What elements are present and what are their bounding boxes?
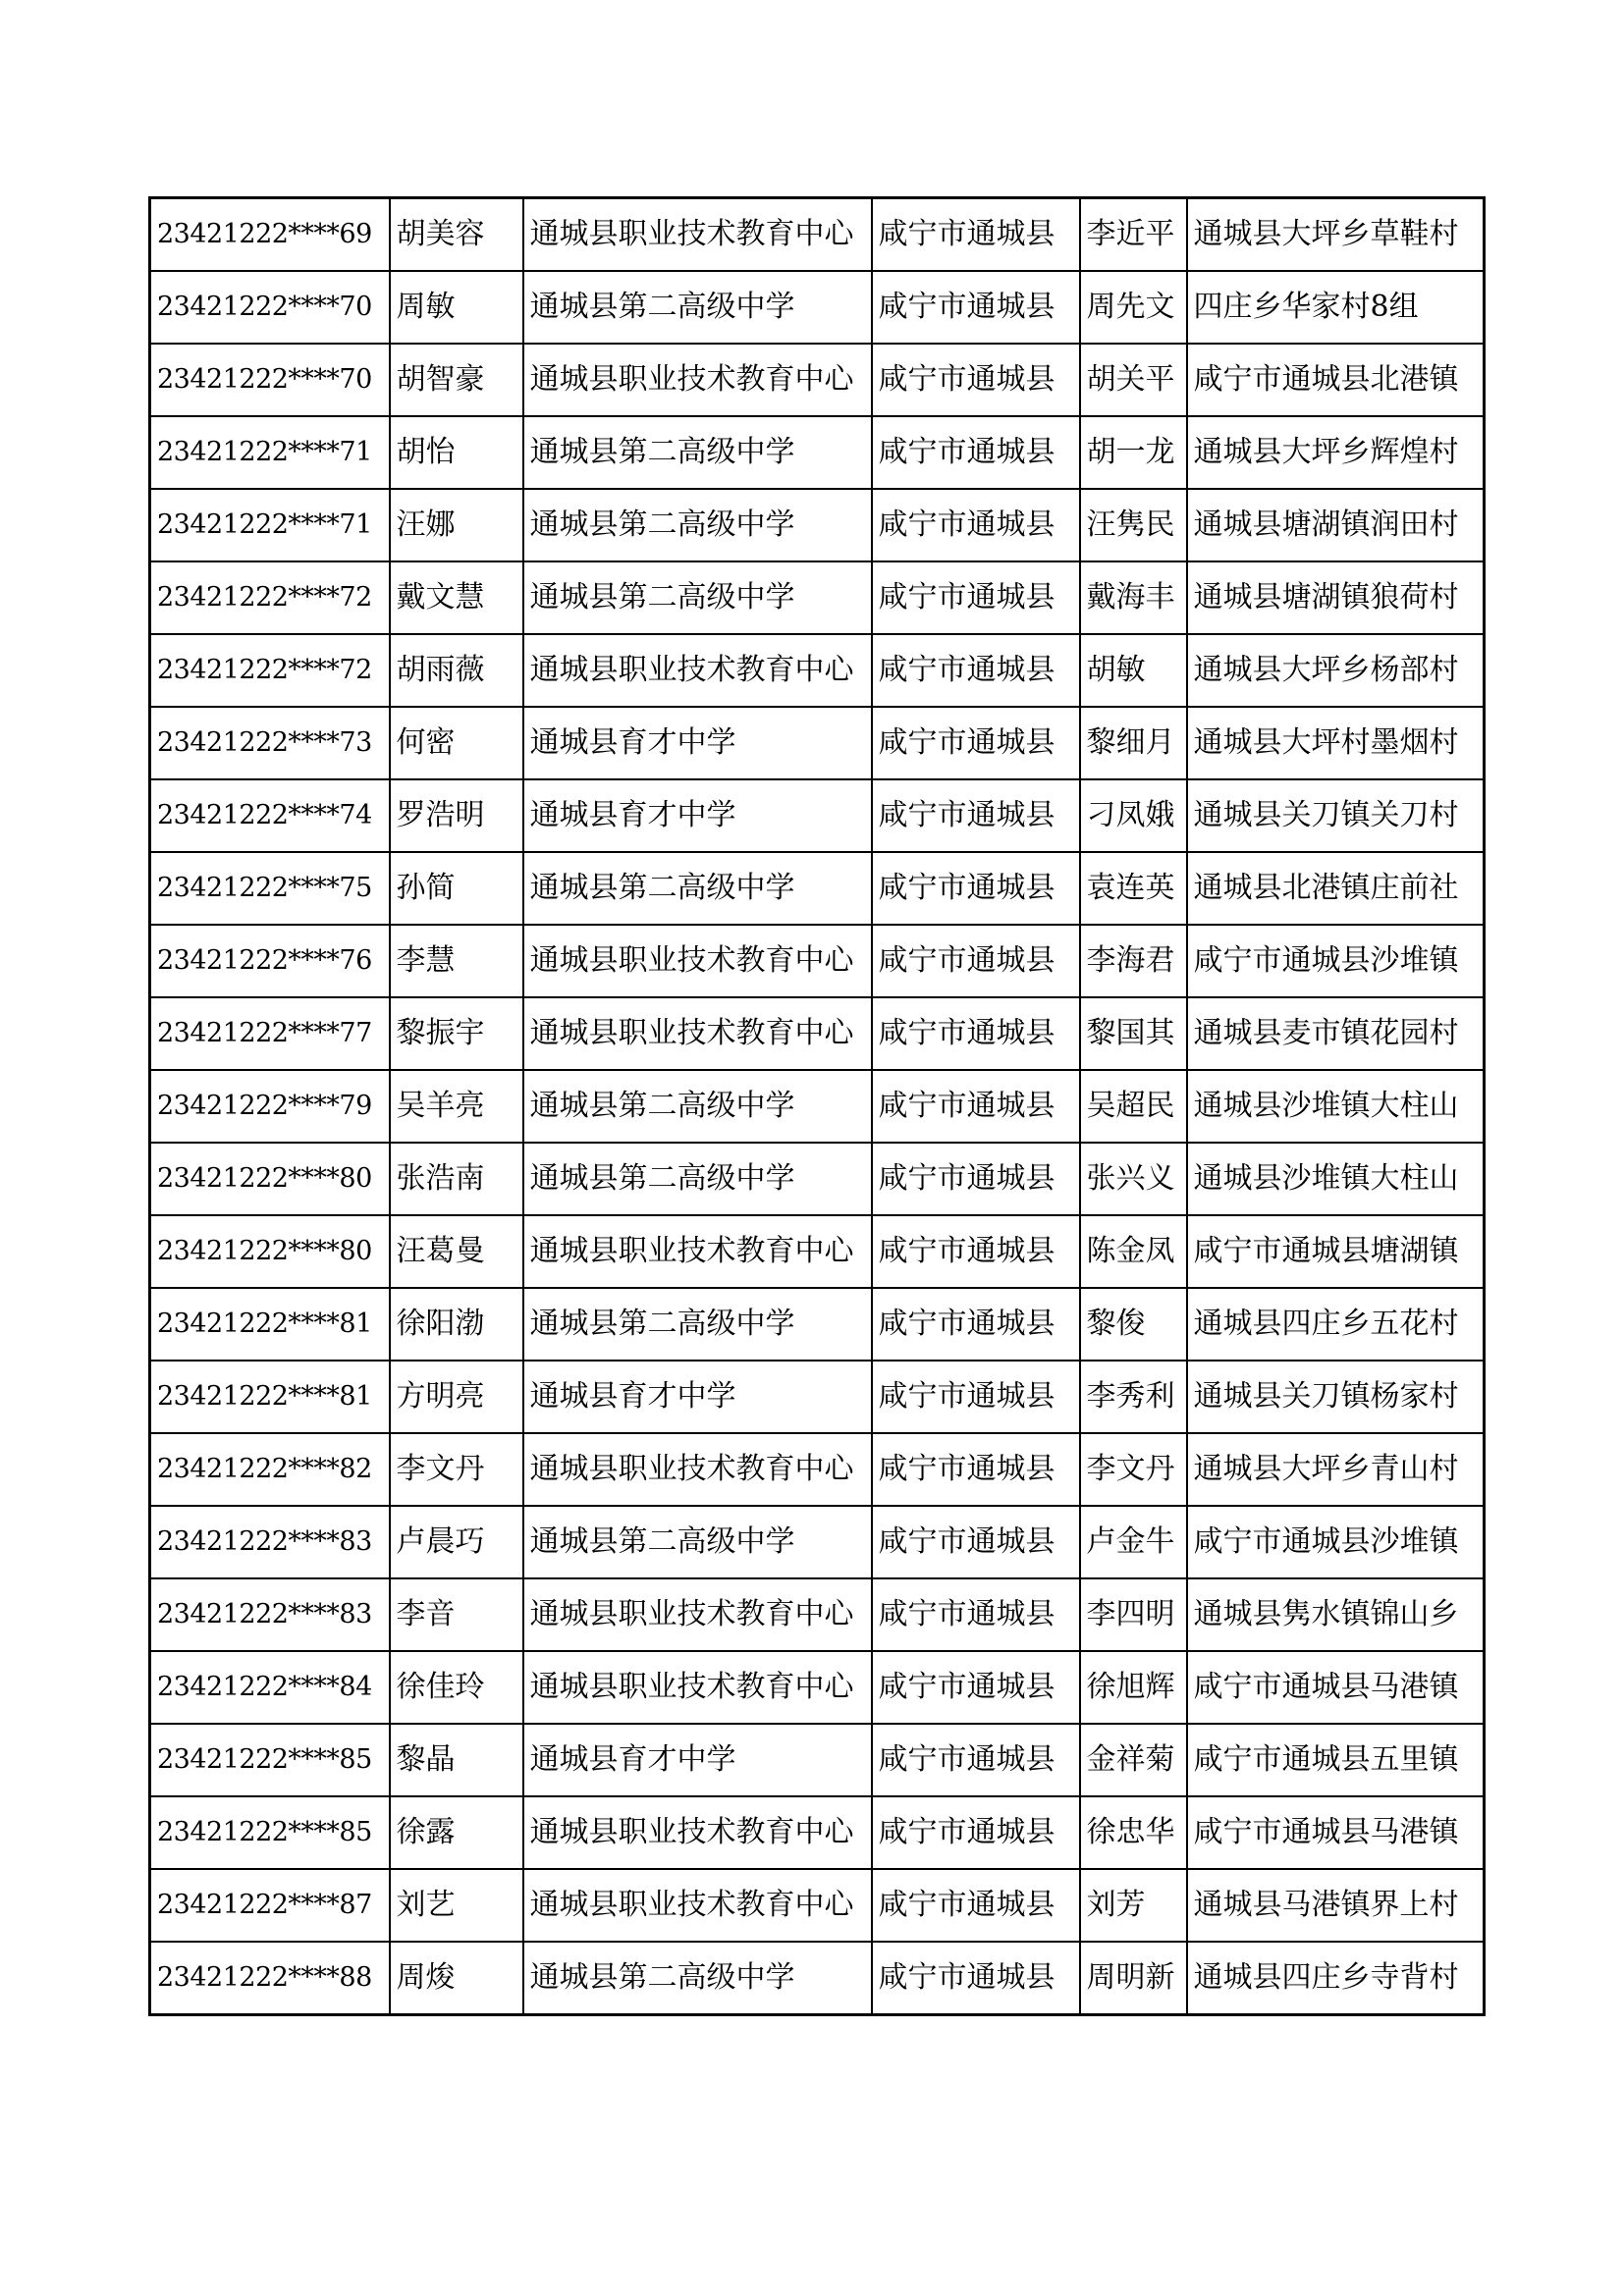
cell-id: 23421222****71	[150, 489, 390, 561]
table-row	[150, 1578, 1485, 1651]
cell-address: 咸宁市通城县马港镇	[1187, 1796, 1485, 1869]
cell-name: 胡怡	[390, 416, 523, 489]
cell-name: 胡雨薇	[390, 634, 523, 707]
cell-id: 23421222****79	[150, 1070, 390, 1143]
table-row	[150, 1942, 1485, 2015]
cell-id: 23421222****80	[150, 1143, 390, 1215]
cell-guardian: 黎细月	[1080, 707, 1187, 779]
cell-region: 咸宁市通城县	[872, 852, 1080, 925]
cell-guardian: 刘芳	[1080, 1869, 1187, 1942]
cell-region: 咸宁市通城县	[872, 997, 1080, 1070]
cell-school: 通城县职业技术教育中心	[523, 344, 872, 416]
cell-region: 咸宁市通城县	[872, 1288, 1080, 1361]
cell-address: 咸宁市通城县沙堆镇	[1187, 1506, 1485, 1578]
cell-id: 23421222****88	[150, 1942, 390, 2015]
cell-name: 刘艺	[390, 1869, 523, 1942]
cell-id: 23421222****72	[150, 634, 390, 707]
cell-name: 李音	[390, 1578, 523, 1651]
cell-guardian: 黎国其	[1080, 997, 1187, 1070]
cell-name: 黎晶	[390, 1724, 523, 1796]
cell-school: 通城县职业技术教育中心	[523, 198, 872, 272]
table-row	[150, 1288, 1485, 1361]
cell-guardian: 黎俊	[1080, 1288, 1187, 1361]
table-row	[150, 271, 1485, 344]
cell-school: 通城县第二高级中学	[523, 1143, 872, 1215]
table-row	[150, 634, 1485, 707]
cell-guardian: 张兴义	[1080, 1143, 1187, 1215]
cell-address: 通城县大坪乡草鞋村	[1187, 198, 1485, 272]
cell-id: 23421222****81	[150, 1288, 390, 1361]
cell-address: 咸宁市通城县沙堆镇	[1187, 925, 1485, 997]
table-row	[150, 1651, 1485, 1724]
table-row	[150, 1361, 1485, 1433]
student-roster-table	[148, 196, 1486, 2016]
cell-address: 通城县关刀镇杨家村	[1187, 1361, 1485, 1433]
cell-id: 23421222****75	[150, 852, 390, 925]
cell-guardian: 胡敏	[1080, 634, 1187, 707]
cell-address: 通城县沙堆镇大柱山	[1187, 1070, 1485, 1143]
cell-guardian: 卢金牛	[1080, 1506, 1187, 1578]
cell-id: 23421222****77	[150, 997, 390, 1070]
cell-name: 李文丹	[390, 1433, 523, 1506]
cell-id: 23421222****69	[150, 198, 390, 272]
cell-name: 吴羊亮	[390, 1070, 523, 1143]
cell-address: 通城县大坪乡辉煌村	[1187, 416, 1485, 489]
cell-school: 通城县第二高级中学	[523, 489, 872, 561]
cell-address: 通城县四庄乡五花村	[1187, 1288, 1485, 1361]
table-row	[150, 997, 1485, 1070]
cell-guardian: 周先文	[1080, 271, 1187, 344]
table-row	[150, 1433, 1485, 1506]
cell-region: 咸宁市通城县	[872, 1724, 1080, 1796]
table-row	[150, 561, 1485, 634]
cell-guardian: 周明新	[1080, 1942, 1187, 2015]
cell-region: 咸宁市通城县	[872, 1651, 1080, 1724]
table-row	[150, 1724, 1485, 1796]
cell-school: 通城县第二高级中学	[523, 1942, 872, 2015]
cell-guardian: 戴海丰	[1080, 561, 1187, 634]
cell-guardian: 李近平	[1080, 198, 1187, 272]
cell-school: 通城县职业技术教育中心	[523, 634, 872, 707]
cell-region: 咸宁市通城县	[872, 1433, 1080, 1506]
cell-name: 罗浩明	[390, 779, 523, 852]
cell-id: 23421222****85	[150, 1796, 390, 1869]
cell-name: 汪葛曼	[390, 1215, 523, 1288]
cell-name: 何密	[390, 707, 523, 779]
cell-id: 23421222****80	[150, 1215, 390, 1288]
cell-school: 通城县职业技术教育中心	[523, 997, 872, 1070]
cell-name: 胡智豪	[390, 344, 523, 416]
roster-body	[150, 198, 1485, 2015]
cell-guardian: 李海君	[1080, 925, 1187, 997]
cell-guardian: 胡关平	[1080, 344, 1187, 416]
cell-address: 咸宁市通城县塘湖镇	[1187, 1215, 1485, 1288]
table-row	[150, 852, 1485, 925]
cell-id: 23421222****87	[150, 1869, 390, 1942]
cell-id: 23421222****73	[150, 707, 390, 779]
cell-address: 通城县塘湖镇狼荷村	[1187, 561, 1485, 634]
cell-region: 咸宁市通城县	[872, 271, 1080, 344]
table-row	[150, 925, 1485, 997]
cell-school: 通城县第二高级中学	[523, 1070, 872, 1143]
cell-name: 胡美容	[390, 198, 523, 272]
cell-guardian: 袁连英	[1080, 852, 1187, 925]
table-row	[150, 1215, 1485, 1288]
table-row	[150, 1796, 1485, 1869]
cell-id: 23421222****81	[150, 1361, 390, 1433]
cell-region: 咸宁市通城县	[872, 1578, 1080, 1651]
cell-school: 通城县第二高级中学	[523, 1288, 872, 1361]
cell-school: 通城县育才中学	[523, 707, 872, 779]
cell-school: 通城县第二高级中学	[523, 271, 872, 344]
cell-region: 咸宁市通城县	[872, 1942, 1080, 2015]
cell-school: 通城县职业技术教育中心	[523, 1433, 872, 1506]
table-row	[150, 779, 1485, 852]
cell-school: 通城县职业技术教育中心	[523, 925, 872, 997]
cell-address: 通城县塘湖镇润田村	[1187, 489, 1485, 561]
cell-guardian: 李秀利	[1080, 1361, 1187, 1433]
cell-guardian: 金祥菊	[1080, 1724, 1187, 1796]
cell-region: 咸宁市通城县	[872, 1143, 1080, 1215]
cell-region: 咸宁市通城县	[872, 489, 1080, 561]
cell-region: 咸宁市通城县	[872, 198, 1080, 272]
cell-guardian: 刁凤娥	[1080, 779, 1187, 852]
table-row	[150, 344, 1485, 416]
cell-region: 咸宁市通城县	[872, 1215, 1080, 1288]
table-row	[150, 1070, 1485, 1143]
cell-region: 咸宁市通城县	[872, 561, 1080, 634]
table-row	[150, 489, 1485, 561]
cell-address: 通城县大坪乡青山村	[1187, 1433, 1485, 1506]
cell-region: 咸宁市通城县	[872, 925, 1080, 997]
cell-address: 通城县北港镇庄前社	[1187, 852, 1485, 925]
cell-address: 咸宁市通城县五里镇	[1187, 1724, 1485, 1796]
cell-region: 咸宁市通城县	[872, 1869, 1080, 1942]
cell-name: 方明亮	[390, 1361, 523, 1433]
cell-address: 咸宁市通城县北港镇	[1187, 344, 1485, 416]
cell-name: 孙简	[390, 852, 523, 925]
cell-school: 通城县职业技术教育中心	[523, 1215, 872, 1288]
cell-guardian: 胡一龙	[1080, 416, 1187, 489]
table-row	[150, 1143, 1485, 1215]
cell-id: 23421222****83	[150, 1506, 390, 1578]
cell-id: 23421222****70	[150, 344, 390, 416]
cell-name: 张浩南	[390, 1143, 523, 1215]
cell-address: 通城县隽水镇锦山乡	[1187, 1578, 1485, 1651]
cell-id: 23421222****85	[150, 1724, 390, 1796]
cell-name: 徐阳渤	[390, 1288, 523, 1361]
cell-name: 周焌	[390, 1942, 523, 2015]
cell-region: 咸宁市通城县	[872, 344, 1080, 416]
cell-name: 徐佳玲	[390, 1651, 523, 1724]
cell-id: 23421222****76	[150, 925, 390, 997]
cell-region: 咸宁市通城县	[872, 1070, 1080, 1143]
cell-school: 通城县育才中学	[523, 1361, 872, 1433]
cell-guardian: 李文丹	[1080, 1433, 1187, 1506]
cell-region: 咸宁市通城县	[872, 1796, 1080, 1869]
cell-id: 23421222****83	[150, 1578, 390, 1651]
cell-guardian: 吴超民	[1080, 1070, 1187, 1143]
cell-address: 通城县四庄乡寺背村	[1187, 1942, 1485, 2015]
cell-id: 23421222****82	[150, 1433, 390, 1506]
cell-name: 汪娜	[390, 489, 523, 561]
cell-address: 通城县大坪乡杨部村	[1187, 634, 1485, 707]
table-row	[150, 416, 1485, 489]
cell-name: 徐露	[390, 1796, 523, 1869]
cell-region: 咸宁市通城县	[872, 416, 1080, 489]
cell-region: 咸宁市通城县	[872, 1506, 1080, 1578]
cell-guardian: 徐忠华	[1080, 1796, 1187, 1869]
cell-id: 23421222****72	[150, 561, 390, 634]
table-row	[150, 198, 1485, 272]
cell-school: 通城县第二高级中学	[523, 416, 872, 489]
cell-region: 咸宁市通城县	[872, 779, 1080, 852]
cell-address: 通城县关刀镇关刀村	[1187, 779, 1485, 852]
cell-name: 黎振宇	[390, 997, 523, 1070]
cell-guardian: 陈金凤	[1080, 1215, 1187, 1288]
cell-id: 23421222****74	[150, 779, 390, 852]
cell-address: 咸宁市通城县马港镇	[1187, 1651, 1485, 1724]
cell-name: 周敏	[390, 271, 523, 344]
cell-address: 通城县大坪村墨烟村	[1187, 707, 1485, 779]
cell-name: 李慧	[390, 925, 523, 997]
cell-school: 通城县育才中学	[523, 779, 872, 852]
cell-school: 通城县职业技术教育中心	[523, 1796, 872, 1869]
cell-id: 23421222****84	[150, 1651, 390, 1724]
cell-school: 通城县职业技术教育中心	[523, 1651, 872, 1724]
cell-name: 戴文慧	[390, 561, 523, 634]
cell-region: 咸宁市通城县	[872, 1361, 1080, 1433]
cell-school: 通城县育才中学	[523, 1724, 872, 1796]
cell-school: 通城县第二高级中学	[523, 1506, 872, 1578]
cell-school: 通城县第二高级中学	[523, 561, 872, 634]
cell-name: 卢晨巧	[390, 1506, 523, 1578]
cell-school: 通城县职业技术教育中心	[523, 1869, 872, 1942]
cell-id: 23421222****71	[150, 416, 390, 489]
cell-school: 通城县第二高级中学	[523, 852, 872, 925]
table-row	[150, 707, 1485, 779]
cell-address: 四庄乡华家村8组	[1187, 271, 1485, 344]
table-row	[150, 1506, 1485, 1578]
cell-guardian: 李四明	[1080, 1578, 1187, 1651]
cell-address: 通城县马港镇界上村	[1187, 1869, 1485, 1942]
cell-id: 23421222****70	[150, 271, 390, 344]
cell-guardian: 徐旭辉	[1080, 1651, 1187, 1724]
cell-guardian: 汪隽民	[1080, 489, 1187, 561]
table-row	[150, 1869, 1485, 1942]
cell-school: 通城县职业技术教育中心	[523, 1578, 872, 1651]
cell-region: 咸宁市通城县	[872, 634, 1080, 707]
cell-address: 通城县沙堆镇大柱山	[1187, 1143, 1485, 1215]
cell-region: 咸宁市通城县	[872, 707, 1080, 779]
cell-address: 通城县麦市镇花园村	[1187, 997, 1485, 1070]
